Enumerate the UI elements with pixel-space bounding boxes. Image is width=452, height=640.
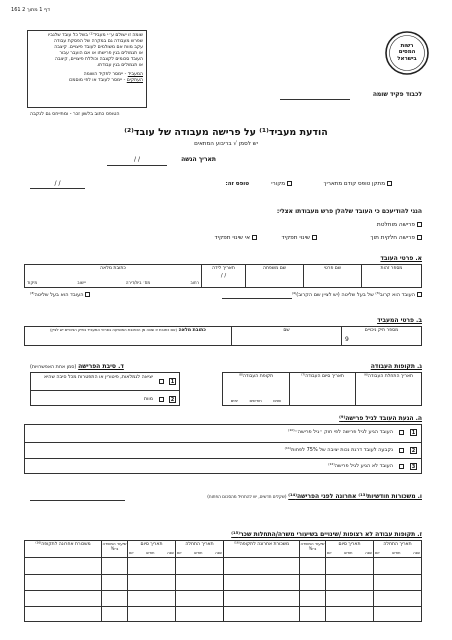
last-salary-field[interactable] — [30, 494, 125, 501]
retire-option-label: פרישה מוחלטת — [376, 222, 415, 228]
checkbox[interactable] — [252, 235, 257, 240]
col-header: שיעור המשרה ב-% — [300, 541, 325, 551]
date-subheaders — [177, 551, 222, 555]
section-g-title: ג. תקופות העבודה — [370, 363, 422, 370]
section-v-note: (שקלים חדשים, יש להתחיל מהסכום הפתוח) — [207, 494, 287, 499]
end-date-cell[interactable] — [289, 373, 355, 405]
checkbox[interactable] — [287, 181, 292, 186]
employer-address-cell[interactable] — [25, 327, 231, 345]
logo-text — [384, 43, 430, 62]
sub-header: שנה — [167, 550, 174, 555]
to-assessor-label: לכבוד פקיד שומה — [372, 91, 422, 98]
form-type-label: טופס זה: — [225, 181, 249, 187]
deductions-file-digit: 9 — [345, 336, 349, 344]
notice-line: שומה זו ישולם ע״י מעביד⁽¹⁾ בשל כל עובד שלגביו — [47, 33, 143, 38]
instruction-text: יש לסמן √ בריבוע המתאים — [194, 141, 258, 147]
z-percent-col[interactable] — [299, 541, 325, 621]
employee-details-table — [24, 264, 422, 288]
last-name-cell[interactable] — [245, 265, 303, 287]
submission-date-field[interactable]: / / — [107, 157, 167, 166]
reason-row[interactable] — [31, 390, 179, 407]
page-title: הודעת מעביד⁽¹⁾ על פרישה מעבודה של עובד⁽²⁾ — [124, 127, 328, 138]
relative-option[interactable] — [222, 292, 422, 299]
submission-date-label: תאריך הגשה — [181, 156, 216, 163]
sub-header: חודש — [146, 550, 155, 555]
notice-line: או תגמולים בגין פרישתו או אם הועבר עבור — [59, 50, 143, 56]
checkbox[interactable] — [85, 292, 90, 297]
retire-option-label: אי שינוי תפקיד — [214, 235, 250, 241]
col-header: שם — [283, 328, 290, 333]
section-d-title: ד. סיבת הפרישה — [78, 363, 124, 370]
controller-label: העובד הוא בעל שליטה⁽³⁾ — [30, 292, 84, 298]
notice-note-label-2: העתקים — [126, 77, 143, 83]
declaration-text: הנני להודיעכם כי העובד שלהלן פרש מעבודתו אצלי: — [276, 208, 422, 215]
deductions-file-cell[interactable] — [341, 327, 421, 345]
form-type-corrected[interactable] — [324, 181, 392, 187]
col-header: תאריך התחלת העבודה⁽⁶⁾ — [363, 374, 414, 379]
page-number: דף 1 מתוך 2 161 — [11, 7, 50, 13]
col-header: מספר זהות — [380, 266, 403, 271]
form-type-original[interactable] — [271, 181, 292, 187]
col-header: משכורת אחרונה לתקופה⁽¹⁶⁾ — [35, 542, 91, 547]
periods-table — [24, 540, 422, 622]
age-row[interactable] — [25, 458, 421, 475]
sub-header: חודשים — [249, 398, 262, 404]
section-v-title: ו. משכורות חודשיות⁽¹³⁾ אחרונה לפני הפרישה⁽¹⁴⁾ — [288, 493, 422, 500]
address-sub-label: רחוב — [190, 280, 199, 286]
employer-details-table — [24, 326, 422, 346]
col-header: משכורת אחרונה לתקופה⁽¹⁶⁾ — [233, 542, 290, 547]
z-start-date-col-2[interactable] — [175, 541, 223, 621]
notice-note-text: - יימסר לפקיד השומה — [83, 71, 128, 77]
age-row[interactable] — [25, 425, 421, 442]
logo-line: רשות — [400, 43, 414, 49]
reason-number: 1 — [170, 379, 175, 385]
section-d-note: (סמן אחת האפשרויות) — [30, 365, 77, 370]
checkbox[interactable] — [399, 464, 404, 469]
sub-header: חודש — [194, 550, 203, 555]
section-h-title: ה. הגעת העובד לגיל פרישה⁽⁹⁾ — [339, 415, 422, 422]
retire-option-label: פרישה חלקית תוך — [370, 235, 415, 241]
col-header: תאריך סיום — [140, 542, 163, 547]
sub-header: ימים — [230, 398, 238, 404]
employer-name-cell[interactable] — [231, 327, 341, 345]
start-date-cell[interactable] — [355, 373, 421, 405]
corrected-date-field[interactable]: / / — [30, 181, 85, 189]
work-periods-table — [222, 372, 422, 406]
col-header: תאריך התחלה — [185, 542, 214, 547]
sub-header: שנה — [365, 550, 372, 555]
reason-label: יציאה לגמלאות, פיטורין או התפטרות מכל סיבה שהיא — [44, 375, 153, 380]
reason-row[interactable] — [31, 373, 179, 390]
retire-option-partial[interactable] — [370, 235, 422, 242]
birth-date-value: / / — [220, 273, 227, 280]
col-header: מספר תיק ניכויים — [364, 328, 399, 333]
relative-label: העובד הוא קרוב⁽³⁾ של בעל שליטה (יש לציין שם הקרוב)⁽⁴⁾ — [291, 292, 415, 298]
z-percent-col-2[interactable] — [101, 541, 127, 621]
col-header: תאריך לידה — [212, 266, 235, 271]
col-header-text: כתובת מלאה — [178, 328, 206, 333]
notice-line: עקב מוות אם משולמים לעובד פיצויים. קיצבה — [54, 44, 143, 50]
retirement-age-table — [24, 424, 422, 474]
tax-authority-logo — [384, 30, 430, 76]
section-v-row — [207, 494, 422, 501]
controller-option[interactable] — [30, 292, 90, 299]
checkbox[interactable] — [312, 235, 317, 240]
z-end-date-col[interactable] — [325, 541, 373, 621]
notice-note-label: המעביד — [127, 71, 143, 77]
age-number: 3 — [411, 464, 416, 471]
birth-date-cell[interactable] — [201, 265, 245, 287]
checkbox[interactable] — [399, 430, 404, 435]
address-sub-label: מיקוד — [27, 280, 38, 286]
reason-table — [30, 372, 180, 406]
date-subheaders — [327, 551, 372, 555]
section-b-title: ב. פרטי המעביד — [377, 317, 422, 324]
first-name-cell[interactable] — [303, 265, 361, 287]
col-header: תאריך סיום — [338, 542, 361, 547]
sub-header: חודש — [344, 550, 353, 555]
address-note: (אם כתובת זו שונה מן הכתובת המופיעה בפרטי המעביד בתיק הניכויים יש לציין) — [50, 327, 177, 332]
checkbox[interactable] — [417, 235, 422, 240]
work-duration-cell[interactable] — [223, 373, 289, 405]
col-header: תאריך סיום העבודה⁽⁷⁾ — [301, 374, 344, 379]
age-label: נקבעה לעובד דרגת נכות יציבה של 75% לפחות⁽¹¹⁾ — [284, 446, 393, 453]
assessor-field[interactable] — [280, 92, 350, 100]
checkbox[interactable] — [387, 181, 392, 186]
z-start-date-col[interactable] — [373, 541, 421, 621]
sub-header: יום — [129, 550, 134, 555]
sub-header: שנה — [413, 550, 420, 555]
col-header: שיעור המשרה ב-% — [102, 541, 127, 551]
age-number: 1 — [411, 430, 416, 436]
logo-line: בישראל — [397, 55, 417, 62]
table-row — [25, 590, 421, 591]
sub-header: יום — [375, 550, 380, 555]
checkbox[interactable] — [399, 448, 404, 453]
duration-subheaders — [225, 399, 287, 404]
retire-option-no-change[interactable] — [215, 235, 257, 242]
checkbox[interactable] — [417, 292, 422, 297]
notice-line: העובד סכומים לקצבה וכוללת פיצויים, קיצבה — [55, 56, 143, 62]
checkbox[interactable] — [417, 222, 422, 227]
sub-header: שנה — [215, 550, 222, 555]
notice-note-text-2: - יימסר לעובד או לפי מוסמכו — [68, 77, 127, 83]
age-row[interactable] — [25, 442, 421, 459]
table-row — [25, 606, 421, 607]
relative-name-field[interactable] — [222, 293, 292, 299]
age-label: העובד לא הגיע לגיל פרישה⁽¹²⁾ — [328, 463, 393, 470]
date-subheaders — [129, 551, 174, 555]
retire-option-full[interactable] — [377, 222, 422, 229]
date-subheaders — [375, 551, 420, 555]
notice-line: או תגמולים בגין עבודתו. — [96, 62, 143, 68]
checkbox[interactable] — [159, 379, 164, 384]
z-salary-col[interactable] — [223, 541, 299, 621]
logo-line: המסים — [398, 49, 416, 56]
col-header: שם משפחה — [262, 266, 286, 271]
retire-option-role-change[interactable] — [282, 235, 317, 242]
reason-label: מוות — [143, 397, 153, 402]
retire-option-label: שינוי תפקיד — [281, 235, 310, 241]
col-header: תאריך התחלה — [383, 542, 412, 547]
checkbox[interactable] — [159, 397, 164, 402]
age-number: 2 — [411, 447, 416, 454]
gender-note: הטופס כתוב בלשון זכר - ומתייחס גם לנקבה — [30, 112, 120, 117]
section-z-title: ז. תקופות עבודה לא רצופות /שינויים בשיעורי משרה/התחלות שכר⁽¹⁵⁾ — [231, 531, 422, 538]
notice-line: שפרש מעבודה גם במקרה של הפסקת עבודה — [53, 38, 143, 44]
reason-number: 2 — [170, 397, 175, 403]
col-header: שם פרטי — [323, 266, 342, 271]
address-sub-label: מס׳ בית/דירה — [125, 280, 151, 286]
section-d-title-row — [30, 364, 124, 371]
address-cell[interactable] — [25, 265, 201, 287]
sub-header: יום — [327, 550, 332, 555]
address-subfields — [27, 281, 199, 286]
age-label: העובד הגיע לגיל פרישה לפי חוק ״גיל פרישה״⁽¹⁰⁾ — [288, 429, 393, 435]
table-row — [25, 557, 421, 558]
sub-header: יום — [177, 550, 182, 555]
notice-box — [27, 30, 147, 108]
col-header — [25, 327, 231, 333]
col-header: כתובת מלאה — [100, 266, 126, 271]
z-salary-col-2[interactable] — [25, 541, 101, 621]
form-type-option-label: מתקן טופס קודם מתאריך — [323, 181, 385, 187]
form-type-option-label: מקורי — [271, 181, 285, 187]
sub-header: חודש — [392, 550, 401, 555]
sub-header: שנים — [273, 398, 282, 404]
employee-id-cell[interactable] — [361, 265, 421, 287]
section-a-title: א. פרטי העובד — [380, 255, 422, 262]
address-sub-label: יישוב — [77, 280, 86, 286]
table-row — [25, 574, 421, 575]
notice-note-2 — [31, 78, 143, 84]
col-header: תקופת העבודה⁽⁸⁾ — [238, 374, 274, 379]
z-end-date-col-2[interactable] — [127, 541, 175, 621]
